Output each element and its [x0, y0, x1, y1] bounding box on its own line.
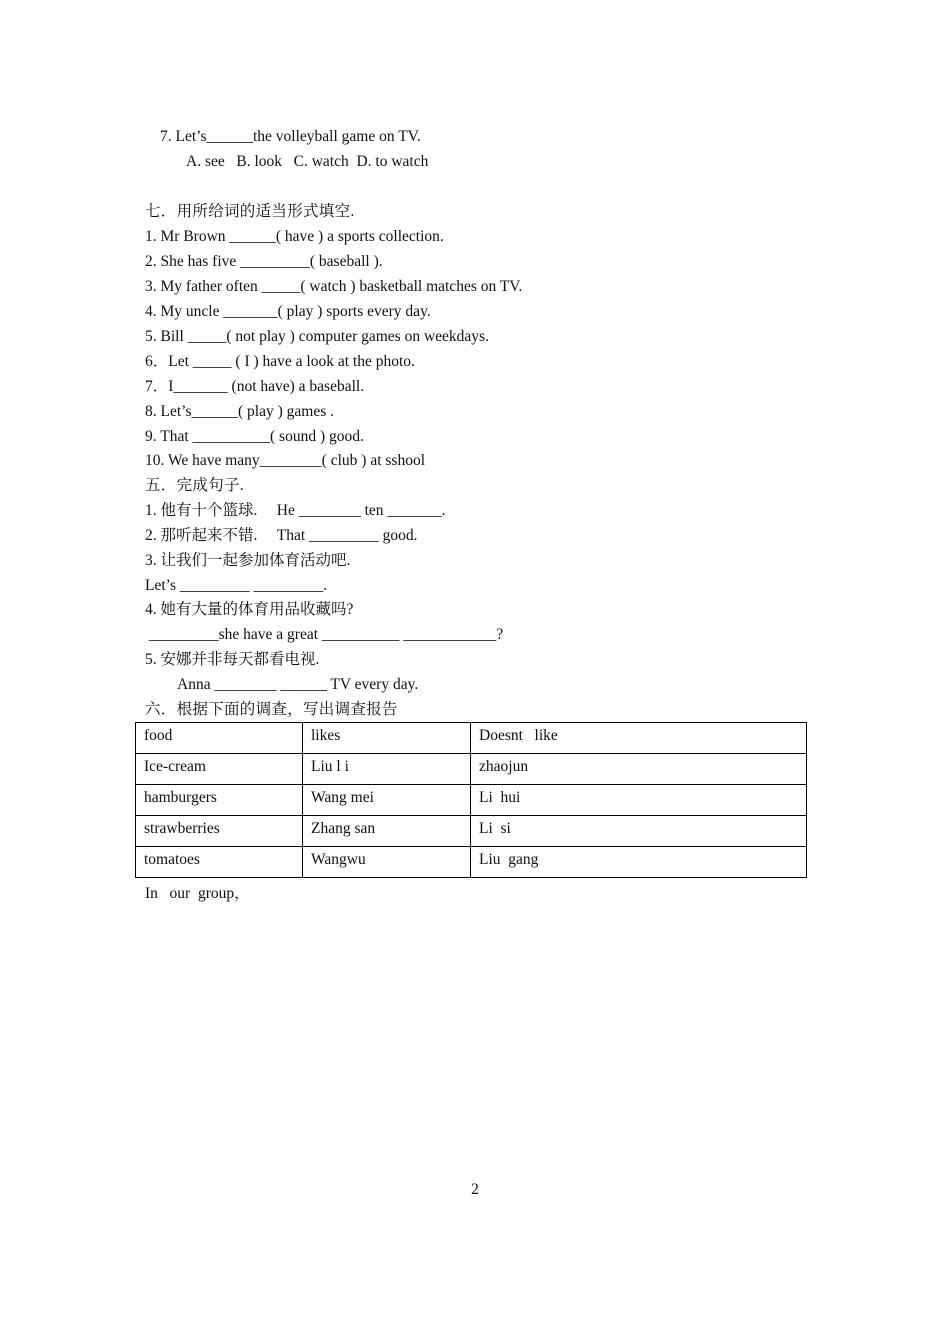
report-start: In our group，	[145, 885, 250, 902]
section-5-item: 4. 她有大量的体育用品收藏吗?	[145, 601, 354, 618]
page-number: 2	[471, 1181, 479, 1198]
section-5-item: Let’s _________ _________.	[145, 577, 328, 594]
section-5-item: Anna ________ ______ TV every day.	[177, 676, 419, 693]
table-row	[136, 847, 807, 878]
section-7-item: 2. She has five _________( baseball ).	[145, 253, 383, 270]
section-7-title: 七．用所给词的适当形式填空.	[145, 203, 355, 220]
table-cell: Li si	[471, 816, 807, 847]
table-cell: Liu gang	[471, 847, 807, 878]
table-row	[136, 785, 807, 816]
section-5-item: 2. 那听起来不错. That _________ good.	[145, 527, 418, 544]
table-cell: zhaojun	[471, 754, 807, 785]
table-cell: Wangwu	[303, 847, 471, 878]
mc-question-options: A. see B. look C. watch D. to watch	[186, 153, 429, 170]
mc-question-stem: 7. Let’s______the volleyball game on TV.	[160, 128, 421, 145]
section-5-item: 1. 他有十个篮球. He ________ ten _______.	[145, 502, 446, 519]
section-7-item: 1. Mr Brown ______( have ) a sports collection.	[145, 228, 444, 245]
table-header-row	[136, 723, 807, 754]
table-cell: Liu l i	[303, 754, 471, 785]
section-5-item: 5. 安娜并非每天都看电视.	[145, 651, 320, 668]
table-header-cell: Doesnt like	[471, 723, 807, 754]
section-7-item: 6．Let _____ ( I ) have a look at the photo.	[145, 353, 415, 370]
table-cell: Ice-cream	[136, 754, 303, 785]
section-6-title: 六．根据下面的调查，写出调查报告	[145, 701, 398, 718]
table-row	[136, 816, 807, 847]
section-5-title: 五．完成句子.	[145, 477, 244, 494]
table-header-cell: food	[136, 723, 303, 754]
table-cell: tomatoes	[136, 847, 303, 878]
table-cell: Li hui	[471, 785, 807, 816]
section-7-item: 5. Bill _____( not play ) computer games on weekdays.	[145, 328, 489, 345]
section-7-item: 8. Let’s______( play ) games .	[145, 403, 334, 420]
table-header-cell: likes	[303, 723, 471, 754]
table-cell: Zhang san	[303, 816, 471, 847]
table-row	[136, 754, 807, 785]
section-5-item: _________she have a great __________ ____________?	[145, 626, 504, 643]
section-7-item: 4. My uncle _______( play ) sports every day.	[145, 303, 431, 320]
section-7-item: 7．I_______ (not have) a baseball.	[145, 378, 365, 395]
section-7-item: 10. We have many________( club ) at sshool	[145, 452, 425, 469]
section-5-item: 3. 让我们一起参加体育活动吧.	[145, 552, 351, 569]
table-cell: Wang mei	[303, 785, 471, 816]
table-cell: strawberries	[136, 816, 303, 847]
section-7-item: 9. That __________( sound ) good.	[145, 428, 364, 445]
survey-table	[135, 722, 807, 878]
section-7-item: 3. My father often _____( watch ) basketball matches on TV.	[145, 278, 523, 295]
table-cell: hamburgers	[136, 785, 303, 816]
